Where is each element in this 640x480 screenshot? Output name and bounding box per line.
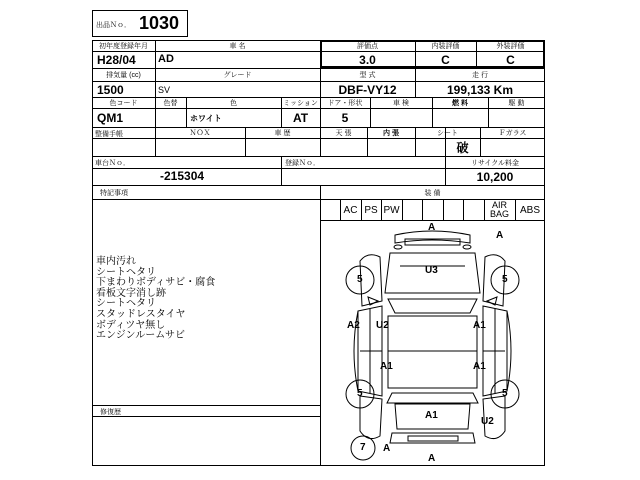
note-line: 車内汚れ <box>96 256 136 267</box>
inner-lining-label: 内 張 <box>383 130 399 137</box>
car-name: AD <box>158 53 174 65</box>
ceiling-label: 天 張 <box>335 130 352 137</box>
mark-front-right: A <box>496 230 504 241</box>
colorchange-label: 色替 <box>163 100 178 107</box>
equip-pw: PW <box>383 204 400 216</box>
note-line: シートヘタリ <box>96 298 156 310</box>
mark-left-front-2: U2 <box>376 320 389 331</box>
mileage-label: 走 行 <box>472 72 488 79</box>
note-line: 下まわりボディサビ・腐食 <box>96 277 216 289</box>
score-label: 評価点 <box>357 43 378 50</box>
mark-bottom-center: A <box>428 453 436 464</box>
chassis-label: 車台Ｎｏ． <box>95 160 130 167</box>
color-label: 色 <box>230 100 237 107</box>
mark-tire-fl: 5 <box>357 274 363 285</box>
car-damage-diagram <box>320 221 545 466</box>
notes-list <box>96 257 215 342</box>
model-code: DBF-VY12 <box>338 82 397 97</box>
notes-label: 特記事項 <box>100 190 128 197</box>
mark-rear-right: U2 <box>481 416 494 427</box>
fuel-label: 燃 料 <box>452 100 468 107</box>
chassis-number: -215304 <box>160 169 205 183</box>
grade-label: グレード <box>223 72 252 79</box>
interior-score: C <box>441 53 450 67</box>
history-label: 車 歴 <box>274 130 291 137</box>
repair-history-label: 修復歴 <box>100 409 121 416</box>
lot-label: 出品Ｎｏ． <box>96 22 131 29</box>
year-label: 初年度登録年月 <box>99 43 148 50</box>
mark-rear-trunk: A1 <box>425 410 438 421</box>
lot-number: 1030 <box>139 13 180 33</box>
equip-ac: AC <box>343 204 358 216</box>
equip-airbag: AIR BAG <box>489 200 509 219</box>
mission-label: ミッション <box>283 100 318 107</box>
mileage: 199,133 Km <box>446 82 514 97</box>
exterior-score: C <box>506 53 515 67</box>
doors-label: ドア・形状 <box>327 100 363 107</box>
note-line: シートヘタリ <box>96 266 156 278</box>
equipment-label: 装 備 <box>424 189 441 197</box>
seat-condition: 破 <box>456 141 469 155</box>
mark-right-front: A1 <box>473 320 486 331</box>
manual-label: 整備手帳 <box>95 131 123 138</box>
registration-label: 登録Ｎｏ． <box>285 160 320 167</box>
mark-tire-fr: 5 <box>502 274 508 285</box>
mark-left-front: A2 <box>347 320 360 331</box>
exterior-score-label: 外装評価 <box>496 43 525 50</box>
mark-right-rear-door: A1 <box>473 361 486 372</box>
mark-front-top: A <box>428 222 436 233</box>
interior-score-label: 内装評価 <box>431 43 460 50</box>
engine-cc: 1500 <box>97 83 124 97</box>
door-count: 5 <box>341 111 349 125</box>
note-line: ボディツヤ無し <box>96 319 166 331</box>
mark-spare-tire: 7 <box>360 442 366 453</box>
vehicle-inspection-label: 車 検 <box>393 100 409 107</box>
mark-bottom-a: A <box>383 443 391 454</box>
drive-label: 駆 動 <box>508 100 525 107</box>
nox-label: ＮＯＸ <box>189 130 211 137</box>
first-registration: H28/04 <box>97 53 136 67</box>
colorcode-label: 色コード <box>109 100 138 107</box>
mark-hood: U3 <box>425 265 438 276</box>
recycle-label: リサイクル料金 <box>470 159 520 167</box>
seat-label: シート <box>437 130 458 137</box>
equip-abs: ABS <box>519 204 540 216</box>
note-line: エンジンルームサビ <box>96 330 186 342</box>
transmission: AT <box>292 111 309 125</box>
car-name-label: 車 名 <box>229 43 246 50</box>
note-line: スタッドレスタイヤ <box>96 308 186 320</box>
equip-ps: PS <box>364 204 378 216</box>
color-name: ホワイト <box>190 114 222 123</box>
cc-label: 排気量 (cc) <box>106 72 141 79</box>
model-label: 型 式 <box>359 72 376 79</box>
recycle-fee: 10,200 <box>476 169 514 184</box>
mark-tire-rr: 5 <box>502 388 508 399</box>
lot-number-box <box>92 10 188 37</box>
mark-tire-rl: 5 <box>357 388 363 399</box>
glass-label: Ｆガラス <box>498 130 527 137</box>
score-value: 3.0 <box>359 53 376 67</box>
color-code: QM1 <box>97 111 124 125</box>
mark-left-rear-door: A1 <box>380 361 393 372</box>
grade: SV <box>158 85 171 95</box>
note-line: 看板文字消し跡 <box>96 287 166 299</box>
